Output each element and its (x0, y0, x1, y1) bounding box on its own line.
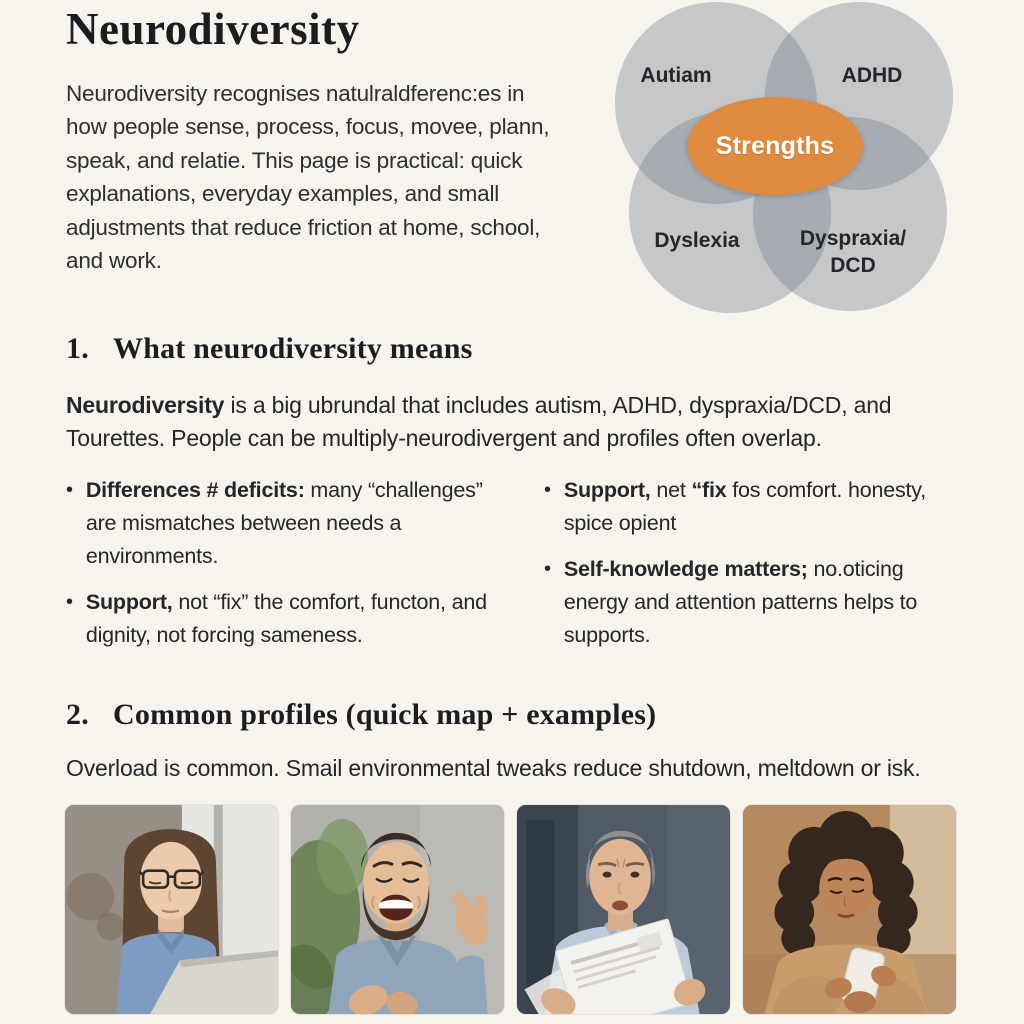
bullet-lead: Self-knowledge matters; (563, 557, 808, 581)
section1-number: 1. (66, 332, 89, 365)
venn-center-label: Strengths (715, 131, 835, 160)
venn-label-dyspraxia-line1: Dyspraxia/ (799, 227, 907, 250)
illustration-woman-laptop (65, 805, 278, 1014)
list-item (544, 474, 946, 540)
venn-label-dyspraxia-line2: DCD (830, 254, 876, 277)
list-item (66, 474, 518, 573)
venn-label-dyspraxia (788, 225, 918, 279)
venn-label-autism: Autiam (640, 64, 712, 87)
photo-laughing-man-gesturing (291, 805, 504, 1014)
section1-paragraph (66, 389, 896, 455)
bullet-lead-2: “fix (691, 478, 727, 502)
list-item (544, 553, 946, 652)
section2-number: 2. (66, 698, 89, 731)
bullet-text (86, 586, 518, 652)
bullet-rest: not “fix” the comfort, functon, and dignity, not forcing sameness. (85, 590, 487, 647)
bullet-list-left (66, 474, 518, 665)
venn-label-dyslexia: Dyslexia (654, 229, 740, 252)
section2-heading (66, 698, 656, 732)
bullet-text (564, 474, 946, 540)
bullet-icon: • (544, 479, 551, 501)
illustration-laughing-man (291, 805, 504, 1014)
bullet-icon: • (544, 558, 551, 580)
section1-heading (66, 332, 472, 366)
bullet-text (86, 474, 518, 573)
bullet-lead: Support, (85, 590, 173, 614)
photo-woman-looking-at-phone (743, 805, 956, 1014)
photo-man-frowning-at-document (517, 805, 730, 1014)
venn-diagram (596, 0, 956, 322)
bullet-rest: no.oticing energy and attention patterns helps to supports. (563, 557, 918, 647)
page-title: Neurodiversity (66, 4, 360, 54)
section2-heading-text: Common profiles (quick map + examples) (113, 698, 657, 731)
section2-paragraph: Overload is common. Smail environmental tweaks reduce shutdown, meltdown or isk. (66, 755, 921, 781)
list-item (66, 586, 518, 652)
intro-paragraph: Neurodiversity recognises natulraldferenc:es in how people sense, process, focus, movee, plann, speak, and relatie. This page is practical: quick explanations, everyday examples, and small adjustments that reduce friction at home, school, and work. (66, 81, 550, 274)
illustration-woman-phone (743, 805, 956, 1014)
bullet-lead: Differences # deficits: (85, 478, 305, 502)
bullet-list-right (544, 474, 946, 665)
bullet-icon: • (66, 591, 73, 613)
section1-paragraph-lead: Neurodiversity (66, 392, 225, 418)
bullet-rest-2: fos comfort. honesty, spice opient (563, 478, 927, 535)
bullet-rest: net (650, 478, 692, 502)
bullet-lead: Support, (563, 478, 651, 502)
bullet-rest: many “challenges” are mismatches between needs a environments. (85, 478, 483, 568)
bullet-text (564, 553, 946, 652)
bullet-icon: • (66, 479, 73, 501)
photo-row (65, 805, 956, 1014)
section1-paragraph-text: is a big ubrundal that includes autism, ADHD, dyspraxia/DCD, and Tourettes. People can be multiply-neurodivergent and profiles often overlap. (66, 392, 892, 451)
venn-center-ellipse (687, 97, 863, 195)
illustration-man-paper (517, 805, 730, 1014)
section1-heading-text: What neurodiversity means (113, 332, 473, 365)
photo-woman-with-glasses-at-laptop (65, 805, 278, 1014)
venn-label-adhd: ADHD (841, 64, 903, 87)
